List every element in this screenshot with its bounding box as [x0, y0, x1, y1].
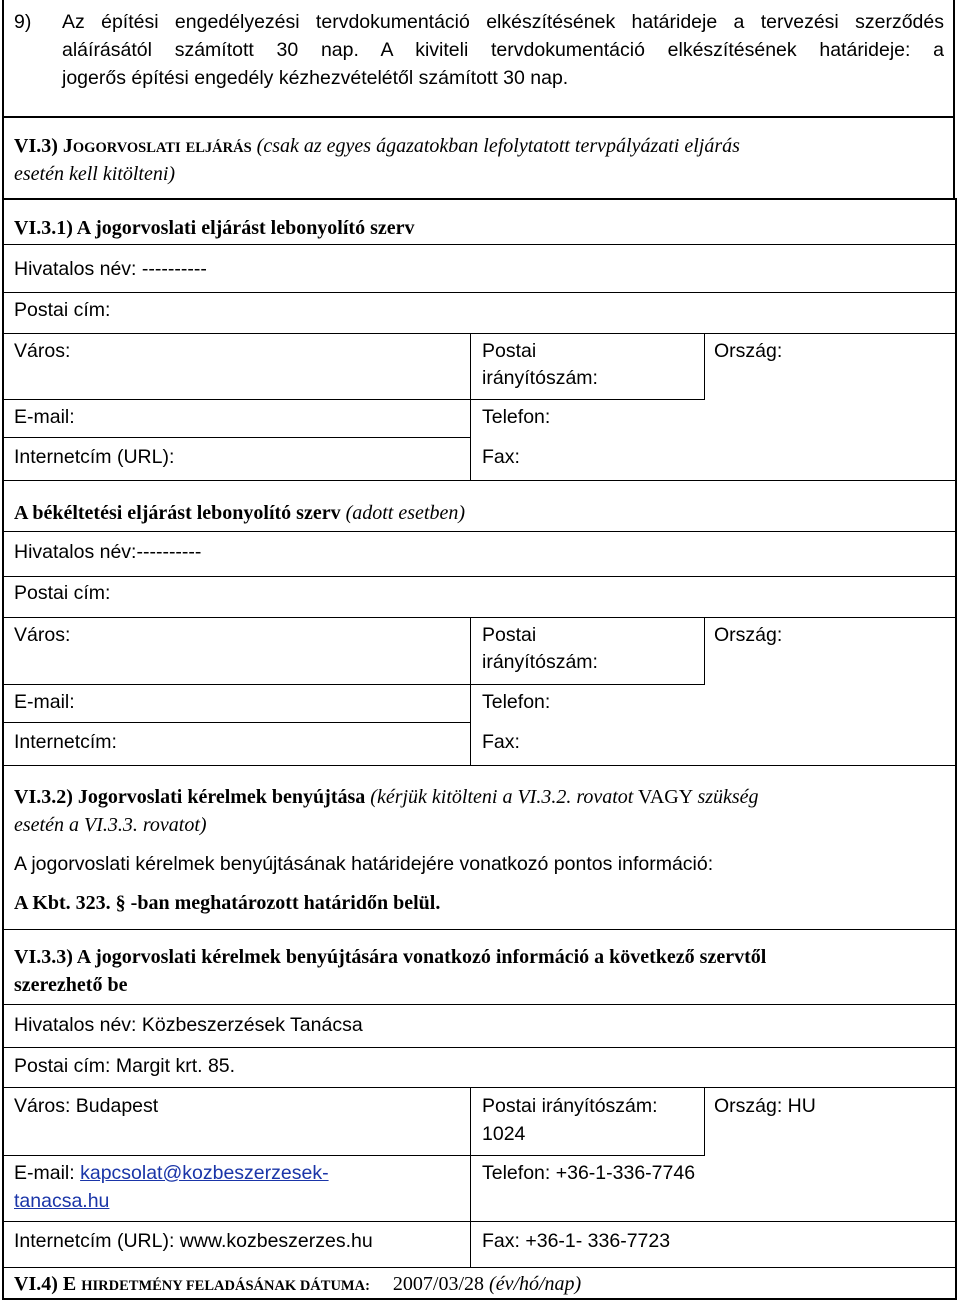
divider [470, 1087, 471, 1268]
divider [2, 1267, 955, 1268]
vi33-phone: Telefon: +36-1-336-7746 [482, 1162, 696, 1184]
conciliation-heading [14, 499, 465, 527]
conciliation-country: Ország: [714, 624, 783, 646]
divider [2, 617, 955, 618]
item9-number: 9) [14, 11, 32, 33]
vi33-email-label: E-mail: [14, 1162, 75, 1184]
vi31-postal-code-1: Postai [482, 340, 537, 362]
vi32-note-2: esetén a VI.3.3. rovatot) [14, 814, 207, 836]
divider [704, 333, 705, 399]
vi33-postal-code-label: Postai irányítószám: [482, 1095, 658, 1117]
conciliation-postal-address: Postai cím: [14, 582, 111, 604]
vi31-postal-address: Postai cím: [14, 299, 111, 321]
conciliation-city: Város: [14, 624, 71, 646]
vi4-number: VI.4) [14, 1273, 58, 1295]
vi32-info: A jogorvoslati kérelmek benyújtásának határidejére vonatkozó pontos információ: [14, 853, 714, 875]
vi33-email-link[interactable]: kapcsolat@kozbeszerzesek- [80, 1162, 329, 1184]
divider [2, 480, 955, 481]
item9-line-2: aláírásától számított 30 nap. A kiviteli tervdokumentáció elkészítésének határideje: a [62, 39, 944, 61]
conciliation-note: (adott esetben) [345, 502, 465, 524]
vi33-country: Ország: HU [714, 1095, 816, 1117]
vi33-title-1: VI.3.3) A jogorvoslati kérelmek benyújtására vonatkozó információ a következő szervtől [14, 946, 767, 968]
divider [2, 684, 705, 685]
vi4-format: (év/hó/nap) [489, 1273, 582, 1295]
item9-line-3: jogerős építési engedély kézhezvételétől számított 30 nap. [62, 67, 569, 89]
vi31-url: Internetcím (URL): [14, 446, 175, 468]
divider [2, 722, 471, 723]
vi33-email-link-continued[interactable]: tanacsa.hu [14, 1190, 110, 1212]
main-form-box [2, 198, 957, 1300]
divider [470, 333, 471, 480]
vi31-official-name: Hivatalos név: ---------- [14, 258, 207, 280]
conciliation-postal-code-1: Postai [482, 624, 537, 646]
conciliation-postal-code-2: irányítószám: [482, 651, 598, 673]
vi32-heading [14, 783, 759, 811]
divider [2, 1155, 705, 1156]
conciliation-title: A békéltetési eljárást lebonyolító szerv [14, 502, 341, 524]
vi32-note-b: szükség [697, 786, 759, 808]
vi4-dispatch-date-row [14, 1270, 581, 1300]
vi31-email: E-mail: [14, 406, 75, 428]
conciliation-official-name: Hivatalos név:---------- [14, 541, 202, 563]
divider [2, 1047, 955, 1048]
vi3-heading-ogorvoslati: OGORVOSLATI [72, 140, 181, 156]
vi3-heading-eljaras: ELJÁRÁS [185, 140, 252, 156]
vi31-city: Város: [14, 340, 71, 362]
vi32-title: VI.3.2) Jogorvoslati kérelmek benyújtása [14, 786, 366, 808]
vi4-date: 2007/03/28 [392, 1273, 485, 1295]
item9-line-1: Az építési engedélyezési tervdokumentáció elkészítésének határideje a tervezési szerződés [62, 11, 944, 33]
vi33-postal-code-value: 1024 [482, 1123, 526, 1145]
vi3-heading-j: J [62, 135, 73, 157]
vi31-fax: Fax: [482, 446, 520, 468]
divider [2, 292, 955, 293]
vi31-title: VI.3.1) A jogorvoslati eljárást lebonyolító szerv [14, 217, 415, 239]
vi31-postal-code-2: irányítószám: [482, 367, 598, 389]
vi3-heading [14, 132, 740, 162]
conciliation-phone: Telefon: [482, 691, 551, 713]
conciliation-fax: Fax: [482, 731, 520, 753]
vi33-url: Internetcím (URL): www.kozbeszerzes.hu [14, 1230, 373, 1252]
vi33-title-2: szerezhető be [14, 974, 128, 996]
vi31-country: Ország: [714, 340, 783, 362]
divider [2, 437, 471, 438]
vi33-email [14, 1159, 329, 1187]
vi33-city: Város: Budapest [14, 1095, 159, 1117]
divider [2, 244, 955, 245]
vi3-number: VI.3) [14, 135, 58, 157]
vi3-note-2: esetén kell kitölteni) [14, 163, 176, 185]
conciliation-email: E-mail: [14, 691, 75, 713]
divider [704, 617, 705, 684]
divider [2, 765, 955, 766]
vi31-phone: Telefon: [482, 406, 551, 428]
vi33-postal-address: Postai cím: Margit krt. 85. [14, 1055, 236, 1077]
divider [2, 1004, 955, 1005]
vi33-official-name: Hivatalos név: Közbeszerzések Tanácsa [14, 1014, 363, 1036]
divider [2, 333, 955, 334]
divider [2, 1087, 955, 1088]
vi3-note-1: (csak az egyes ágazatokban lefolytatott tervpályázati eljárás [256, 135, 740, 157]
divider [2, 576, 955, 577]
vi4-e: E [62, 1273, 77, 1295]
divider [2, 929, 955, 930]
divider [704, 1087, 705, 1155]
divider [2, 399, 705, 400]
divider [2, 1221, 955, 1222]
vi33-fax: Fax: +36-1- 336-7723 [482, 1230, 671, 1252]
vi32-deadline: A Kbt. 323. § -ban meghatározott határidőn belül. [14, 892, 441, 914]
conciliation-url: Internetcím: [14, 731, 117, 753]
divider [2, 531, 955, 532]
vi32-note-a: (kérjük kitölteni a VI.3.2. rovatot [370, 786, 634, 808]
vi32-vagy: VAGY [638, 786, 693, 808]
divider [470, 617, 471, 765]
vi4-label: HIRDETMÉNY FELADÁSÁNAK DÁTUMA: [81, 1278, 370, 1294]
